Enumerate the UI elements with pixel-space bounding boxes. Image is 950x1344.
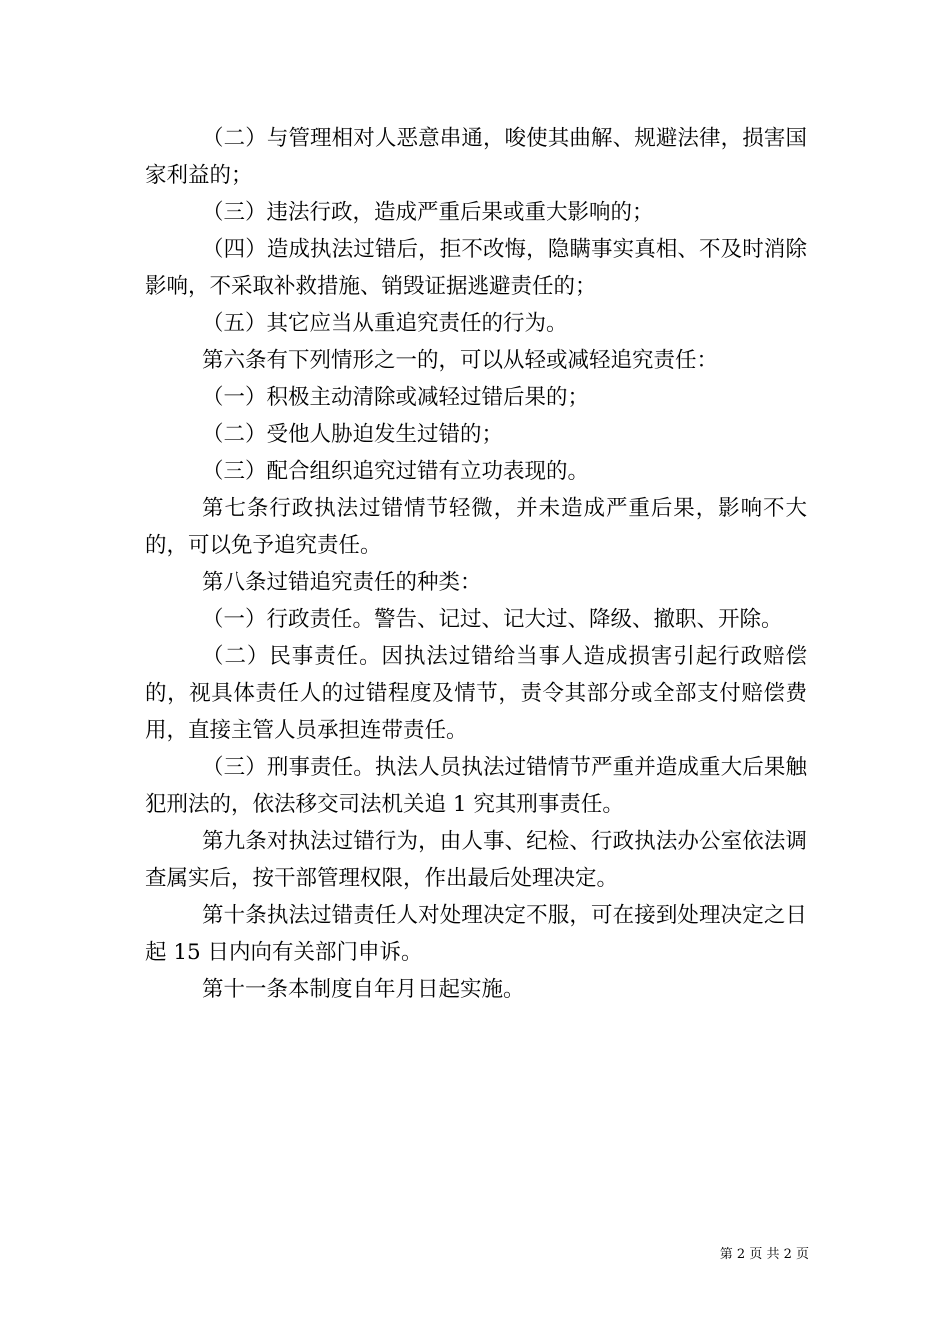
paragraph-3: （四）造成执法过错后，拒不改悔，隐瞒事实真相、不及时消除影响，不采取补救措施、销毁证据逃避责任的； <box>145 237 807 299</box>
paragraph-2: （三）违法行政，造成严重后果或重大影响的； <box>202 200 654 225</box>
paragraph-6: （一）积极主动清除或减轻过错后果的； <box>202 385 590 410</box>
paragraph-15: 第十条执法过错责任人对处理决定不服，可在接到处理决定之日起 15 日内向有关部门申诉。 <box>145 903 807 965</box>
paragraph-14: 第九条对执法过错行为，由人事、纪检、行政执法办公室依法调查属实后，按干部管理权限，作出最后处理决定。 <box>145 829 807 891</box>
paragraph-4: （五）其它应当从重追究责任的行为。 <box>202 311 568 336</box>
paragraph-1: （二）与管理相对人恶意串通，唆使其曲解、规避法律，损害国家利益的； <box>145 126 807 188</box>
paragraph-10: 第八条过错追究责任的种类： <box>202 570 482 595</box>
paragraph-12: （二）民事责任。因执法过错给当事人造成损害引起行政赔偿的，视具体责任人的过错程度及情节，责令其部分或全部支付赔偿费用，直接主管人员承担连带责任。 <box>145 644 807 743</box>
paragraph-11: （一）行政责任。警告、记过、记大过、降级、撤职、开除。 <box>202 607 783 632</box>
paragraph-13: （三）刑事责任。执法人员执法过错情节严重并造成重大后果触犯刑法的，依法移交司法机关追 1 究其刑事责任。 <box>145 755 807 817</box>
page-number-footer: 第 2 页 共 2 页 <box>719 1247 809 1262</box>
paragraph-9: 第七条行政执法过错情节轻微，并未造成严重后果，影响不大的，可以免予追究责任。 <box>145 496 807 558</box>
paragraph-16: 第十一条本制度自年月日起实施。 <box>202 977 525 1002</box>
paragraph-5: 第六条有下列情形之一的，可以从轻或减轻追究责任： <box>202 348 719 373</box>
document-body <box>145 120 807 1008</box>
paragraph-7: （二）受他人胁迫发生过错的； <box>202 422 504 447</box>
paragraph-8: （三）配合组织追究过错有立功表现的。 <box>202 459 590 484</box>
